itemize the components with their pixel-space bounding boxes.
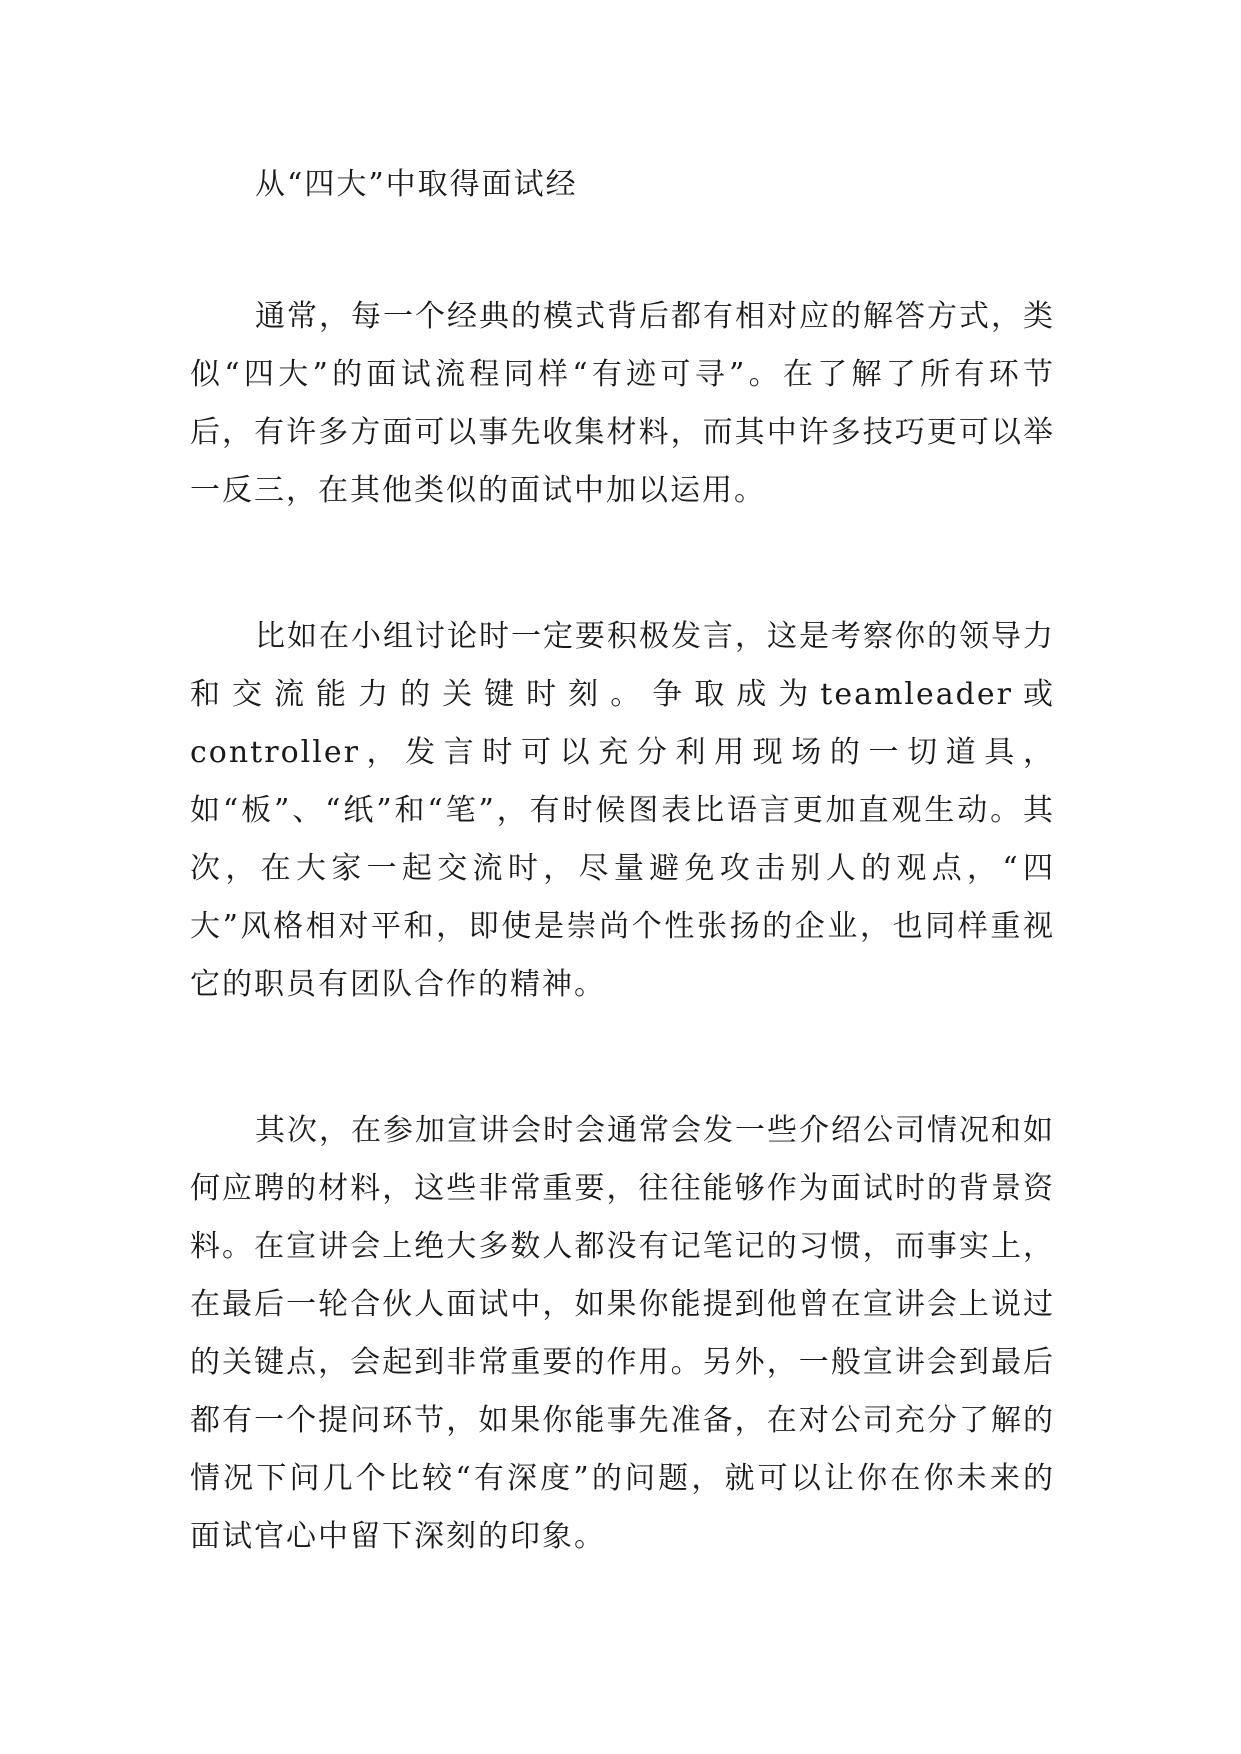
paragraph-1: 通常，每一个经典的模式背后都有相对应的解答方式，类似“四大”的面试流程同样“有迹可寻”。在了解了所有环节后，有许多方面可以事先收集材料，而其中许多技巧更可以举一反三，在其他类似的面试中加以运用。	[190, 299, 1055, 508]
spacer	[190, 210, 1055, 288]
spacer	[190, 1014, 1055, 1102]
paragraph-2: 比如在小组讨论时一定要积极发言，这是考察你的领导力和交流能力的关键时刻。争取成为teamleader或controller，发言时可以充分利用现场的一切道具，如“板”、“纸”和“笔”，有时候图表比语言更加直观生动。其次，在大家一起交流时，尽量避免攻击别人的观点，“四大”风格相对平和，即使是崇尚个性张扬的企业，也同样重视它的职员有团队合作的精神。	[190, 619, 1055, 1002]
document-body	[190, 160, 1055, 1566]
spacer	[190, 520, 1055, 608]
paragraph-3: 其次，在参加宣讲会时会通常会发一些介绍公司情况和如何应聘的材料，这些非常重要，往往能够作为面试时的背景资料。在宣讲会上绝大多数人都没有记笔记的习惯，而事实上，在最后一轮合伙人面试中，如果你能提到他曾在宣讲会上说过的关键点，会起到非常重要的作用。另外，一般宣讲会到最后都有一个提问环节，如果你能事先准备，在对公司充分了解的情况下问几个比较“有深度”的问题，就可以让你在你未来的面试官心中留下深刻的印象。	[190, 1113, 1055, 1554]
document-title: 从“四大”中取得面试经	[255, 167, 578, 202]
